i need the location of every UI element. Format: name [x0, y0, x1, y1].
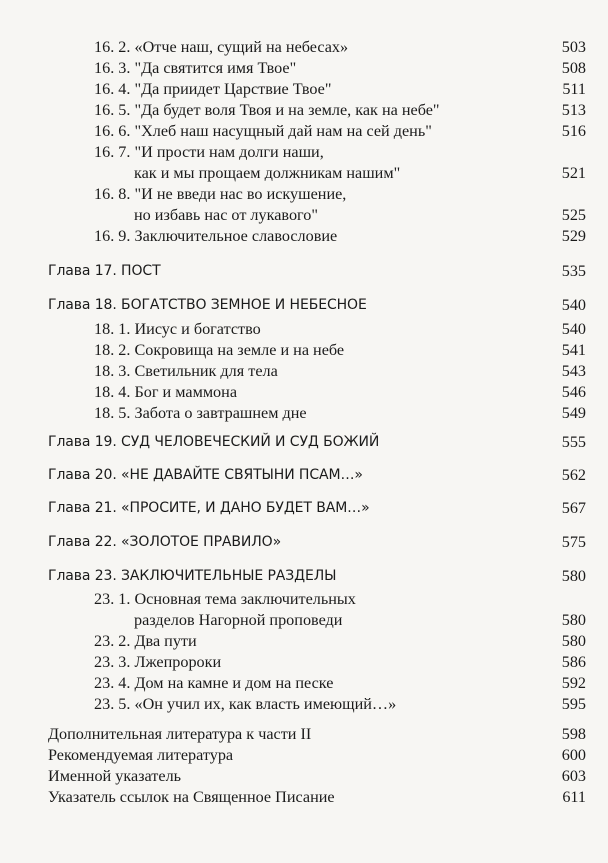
toc-chapter-page: 567 [561, 499, 586, 517]
toc-entry-title: 16. 6. "Хлеб наш насущный дай нам на сей день" [94, 122, 432, 140]
toc-entry[interactable] [0, 183, 608, 205]
toc-chapter-title: Глава 19. СУД ЧЕЛОВЕЧЕСКИЙ И СУД БОЖИЙ [48, 434, 380, 450]
toc-entry-page: 543 [561, 362, 586, 380]
toc-chapter[interactable] [0, 260, 608, 282]
toc-entry-title: 16. 9. Заключительное славословие [94, 227, 338, 245]
toc-entry-title: 16. 4. "Да приидет Царствие Твое" [94, 80, 332, 98]
toc-chapter[interactable] [0, 531, 608, 553]
toc-entry-page: 541 [561, 341, 586, 359]
toc-entry[interactable] [0, 225, 608, 247]
toc-entry-page: 546 [561, 383, 586, 401]
toc-entry-title: 16. 2. «Отче наш, сущий на небесах» [94, 38, 349, 56]
toc-chapter-page: 535 [561, 262, 586, 280]
toc-entry-continuation[interactable] [0, 162, 608, 184]
toc-backmatter[interactable] [0, 765, 608, 787]
toc-backmatter[interactable] [0, 723, 608, 745]
toc-entry-page: 580 [561, 632, 586, 650]
toc-entry-page: 595 [561, 695, 586, 713]
toc-entry-page: 521 [561, 164, 586, 182]
toc-entry-title: 18. 4. Бог и маммона [94, 383, 238, 401]
toc-entry[interactable] [0, 360, 608, 382]
toc-entry-title: 16. 8. "И не введи нас во искушение, [94, 185, 347, 203]
toc-entry[interactable] [0, 120, 608, 142]
toc-chapter-page: 580 [561, 567, 586, 585]
toc-entry-title: но избавь нас от лукавого" [134, 206, 318, 224]
toc-entry-title: 23. 3. Лжепророки [94, 653, 222, 671]
toc-backmatter-title: Рекомендуемая литература [48, 746, 234, 764]
toc-backmatter-page: 600 [561, 746, 586, 764]
toc-entry[interactable] [0, 78, 608, 100]
toc-chapter-page: 575 [561, 533, 586, 551]
toc-chapter-page: 540 [561, 296, 586, 314]
toc-entry[interactable] [0, 36, 608, 58]
toc-entry[interactable] [0, 630, 608, 652]
toc-entry-title: 23. 1. Основная тема заключительных [94, 590, 356, 608]
toc-entry-title: 16. 5. "Да будет воля Твоя и на земле, как на небе" [94, 101, 440, 119]
toc-entry-page: 511 [562, 80, 586, 98]
toc-backmatter[interactable] [0, 744, 608, 766]
toc-chapter[interactable] [0, 431, 608, 453]
toc-entry[interactable] [0, 99, 608, 121]
toc-chapter-title: Глава 20. «НЕ ДАВАЙТЕ СВЯТЫНИ ПСАМ…» [48, 467, 363, 483]
toc-entry-title: 18. 1. Иисус и богатство [94, 320, 261, 338]
toc-entry-continuation[interactable] [0, 204, 608, 226]
toc-backmatter-title: Указатель ссылок на Священное Писание [48, 788, 335, 806]
toc-chapter[interactable] [0, 497, 608, 519]
toc-entry[interactable] [0, 402, 608, 424]
toc-entry-title: 23. 2. Два пути [94, 632, 197, 650]
toc-entry-title: 18. 2. Сокровища на земле и на небе [94, 341, 345, 359]
toc-entry[interactable] [0, 339, 608, 361]
toc-entry-title: 16. 3. "Да святится имя Твое" [94, 59, 297, 77]
toc-chapter[interactable] [0, 294, 608, 316]
toc-entry-page: 540 [561, 320, 586, 338]
toc-entry-title: как и мы прощаем должникам нашим" [134, 164, 401, 182]
toc-entry[interactable] [0, 57, 608, 79]
toc-entry-page: 580 [561, 611, 586, 629]
toc-entry[interactable] [0, 651, 608, 673]
toc-chapter-title: Глава 18. БОГАТСТВО ЗЕМНОЕ И НЕБЕСНОЕ [48, 297, 367, 313]
toc-entry-page: 525 [561, 206, 586, 224]
toc-chapter-page: 555 [561, 433, 586, 451]
toc-entry-page: 529 [561, 227, 586, 245]
toc-chapter-title: Глава 17. ПОСТ [48, 263, 161, 279]
toc-entry-page: 508 [561, 59, 586, 77]
toc-chapter-title: Глава 23. ЗАКЛЮЧИТЕЛЬНЫЕ РАЗДЕЛЫ [48, 568, 337, 584]
toc-entry-page: 592 [561, 674, 586, 692]
toc-backmatter-title: Дополнительная литература к части II [48, 725, 312, 743]
toc-backmatter-title: Именной указатель [48, 767, 182, 785]
toc-entry[interactable] [0, 693, 608, 715]
toc-chapter-title: Глава 22. «ЗОЛОТОЕ ПРАВИЛО» [48, 534, 282, 550]
toc-entry-title: 18. 3. Светильник для тела [94, 362, 278, 380]
toc-chapter-title: Глава 21. «ПРОСИТЕ, И ДАНО БУДЕТ ВАМ…» [48, 500, 370, 516]
toc-backmatter-page: 598 [561, 725, 586, 743]
toc-entry-continuation[interactable] [0, 609, 608, 631]
toc-entry-page: 586 [561, 653, 586, 671]
toc-backmatter[interactable] [0, 786, 608, 808]
toc-entry-page: 549 [561, 404, 586, 422]
toc-entry-page: 503 [561, 38, 586, 56]
toc-entry[interactable] [0, 318, 608, 340]
toc-entry[interactable] [0, 141, 608, 163]
toc-entry-title: 23. 4. Дом на камне и дом на песке [94, 674, 334, 692]
toc-chapter[interactable] [0, 565, 608, 587]
toc-entry-title: разделов Нагорной проповеди [134, 611, 343, 629]
toc-entry-title: 18. 5. Забота о завтрашнем дне [94, 404, 307, 422]
toc-chapter-page: 562 [561, 466, 586, 484]
toc-backmatter-page: 603 [561, 767, 586, 785]
toc-entry-title: 16. 7. "И прости нам долги наши, [94, 143, 324, 161]
toc-entry[interactable] [0, 672, 608, 694]
toc-entry-title: 23. 5. «Он учил их, как власть имеющий…» [94, 695, 397, 713]
toc-entry-page: 513 [561, 101, 586, 119]
toc-entry-page: 516 [561, 122, 586, 140]
toc-entry[interactable] [0, 381, 608, 403]
toc-chapter[interactable] [0, 464, 608, 486]
toc-backmatter-page: 611 [562, 788, 586, 806]
toc-entry[interactable] [0, 588, 608, 610]
